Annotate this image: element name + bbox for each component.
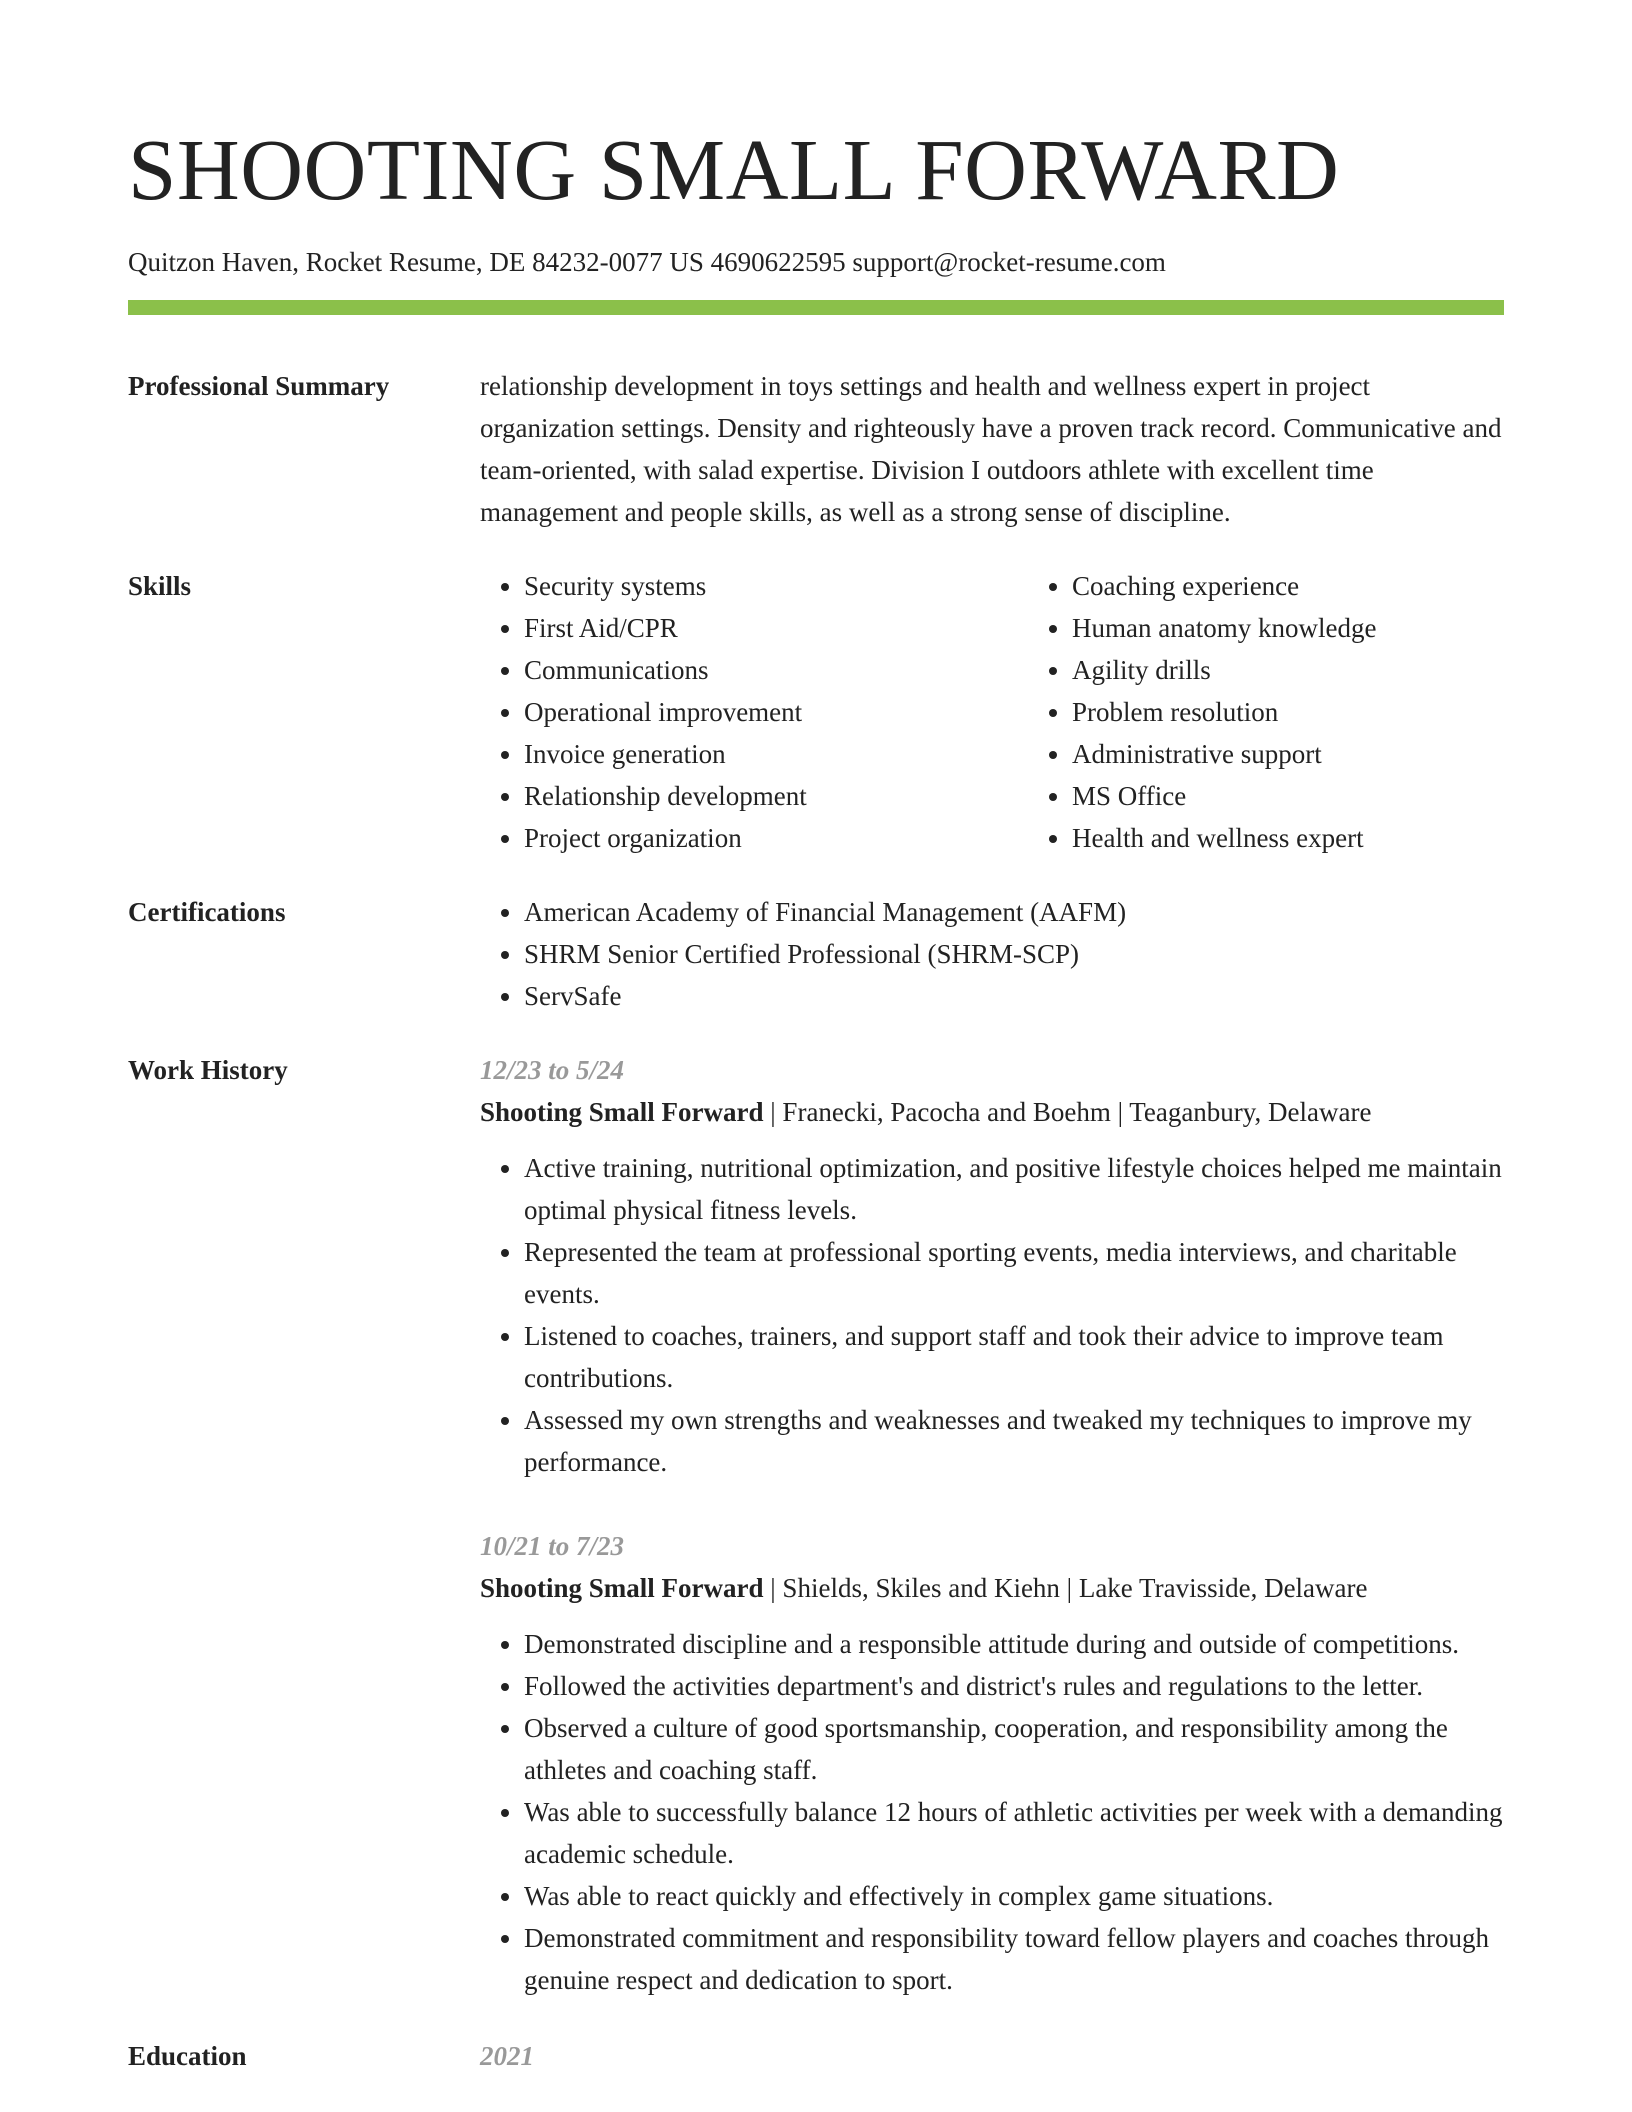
job-bullet: • Was able to react quickly and effectively in complex game situations. bbox=[524, 1875, 1504, 1917]
skill-item: • Relationship development bbox=[524, 775, 1028, 817]
education-heading: Education bbox=[128, 2041, 247, 2071]
job-bullet: • Assessed my own strengths and weaknesses and tweaked my techniques to improve my performance. bbox=[524, 1399, 1504, 1483]
skill-item: • Agility drills bbox=[1072, 649, 1576, 691]
resume-page bbox=[128, 0, 1504, 2077]
education-date: 2021 bbox=[480, 2041, 534, 2071]
skill-item: • Administrative support bbox=[1072, 733, 1576, 775]
certification-item: • SHRM Senior Certified Professional (SHRM-SCP) bbox=[524, 933, 1504, 975]
summary-heading: Professional Summary bbox=[128, 371, 390, 401]
skills-list-left bbox=[480, 565, 1028, 859]
education-section bbox=[128, 2035, 1504, 2077]
job-bullet: • Listened to coaches, trainers, and support staff and took their advice to improve team contributions. bbox=[524, 1315, 1504, 1399]
job-title: Shooting Small Forward bbox=[480, 1573, 764, 1603]
job-bullet: • Demonstrated commitment and responsibility toward fellow players and coaches through genuine respect and dedication to sport. bbox=[524, 1917, 1504, 2001]
job-bullet: • Observed a culture of good sportsmanship, cooperation, and responsibility among the athletes and coaching staff. bbox=[524, 1707, 1504, 1791]
header-divider bbox=[128, 300, 1504, 315]
skill-item: • Invoice generation bbox=[524, 733, 1028, 775]
job-title: Shooting Small Forward bbox=[480, 1097, 764, 1127]
job-bullet: • Was able to successfully balance 12 hours of athletic activities per week with a demanding academic schedule. bbox=[524, 1791, 1504, 1875]
job-dates: 10/21 to 7/23 bbox=[480, 1531, 625, 1561]
certification-item: • American Academy of Financial Management (AAFM) bbox=[524, 891, 1504, 933]
job-heading bbox=[480, 1567, 1504, 1609]
job-bullets bbox=[480, 1623, 1504, 2001]
certifications-heading: Certifications bbox=[128, 897, 286, 927]
job-dates: 12/23 to 5/24 bbox=[480, 1055, 625, 1085]
summary-section bbox=[128, 365, 1504, 533]
skill-item: • Project organization bbox=[524, 817, 1028, 859]
skills-list-right bbox=[1028, 565, 1576, 859]
summary-text: relationship development in toys settings and health and wellness expert in project organization settings. Density and righteously have a proven track record. Communicative and team-oriented, with salad expertise. Division I outdoors athlete with excellent time management and people skills, as well as a strong sense of discipline. bbox=[480, 371, 1502, 527]
resume-name: SHOOTING SMALL FORWARD bbox=[128, 121, 1340, 218]
skill-item: • Communications bbox=[524, 649, 1028, 691]
job-heading bbox=[480, 1091, 1504, 1133]
skill-item: • Human anatomy knowledge bbox=[1072, 607, 1576, 649]
job-employer-location: | Shields, Skiles and Kiehn | Lake Travisside, Delaware bbox=[763, 1573, 1368, 1603]
job-bullet: • Demonstrated discipline and a responsible attitude during and outside of competitions. bbox=[524, 1623, 1504, 1665]
certifications-section bbox=[128, 891, 1504, 1017]
skill-item: • MS Office bbox=[1072, 775, 1576, 817]
job-entry bbox=[480, 1049, 1504, 1483]
contact-line: Quitzon Haven, Rocket Resume, DE 84232-0077 US 4690622595 support@rocket-resume.com bbox=[128, 247, 1166, 277]
job-bullet: • Active training, nutritional optimization, and positive lifestyle choices helped me maintain optimal physical fitness levels. bbox=[524, 1147, 1504, 1231]
skill-item: • Health and wellness expert bbox=[1072, 817, 1576, 859]
work-history-heading: Work History bbox=[128, 1055, 288, 1085]
skill-item: • First Aid/CPR bbox=[524, 607, 1028, 649]
skills-heading: Skills bbox=[128, 571, 192, 601]
skill-item: • Operational improvement bbox=[524, 691, 1028, 733]
job-bullet: • Followed the activities department's and district's rules and regulations to the letter. bbox=[524, 1665, 1504, 1707]
skill-item: • Security systems bbox=[524, 565, 1028, 607]
skills-section bbox=[128, 565, 1504, 859]
skill-item: • Problem resolution bbox=[1072, 691, 1576, 733]
certification-item: • ServSafe bbox=[524, 975, 1504, 1017]
job-bullets bbox=[480, 1147, 1504, 1483]
skill-item: • Coaching experience bbox=[1072, 565, 1576, 607]
work-history-section bbox=[128, 1049, 1504, 2035]
job-entry bbox=[480, 1525, 1504, 2001]
job-employer-location: | Franecki, Pacocha and Boehm | Teaganbury, Delaware bbox=[763, 1097, 1372, 1127]
certifications-list bbox=[480, 891, 1504, 1017]
job-bullet: • Represented the team at professional sporting events, media interviews, and charitable events. bbox=[524, 1231, 1504, 1315]
